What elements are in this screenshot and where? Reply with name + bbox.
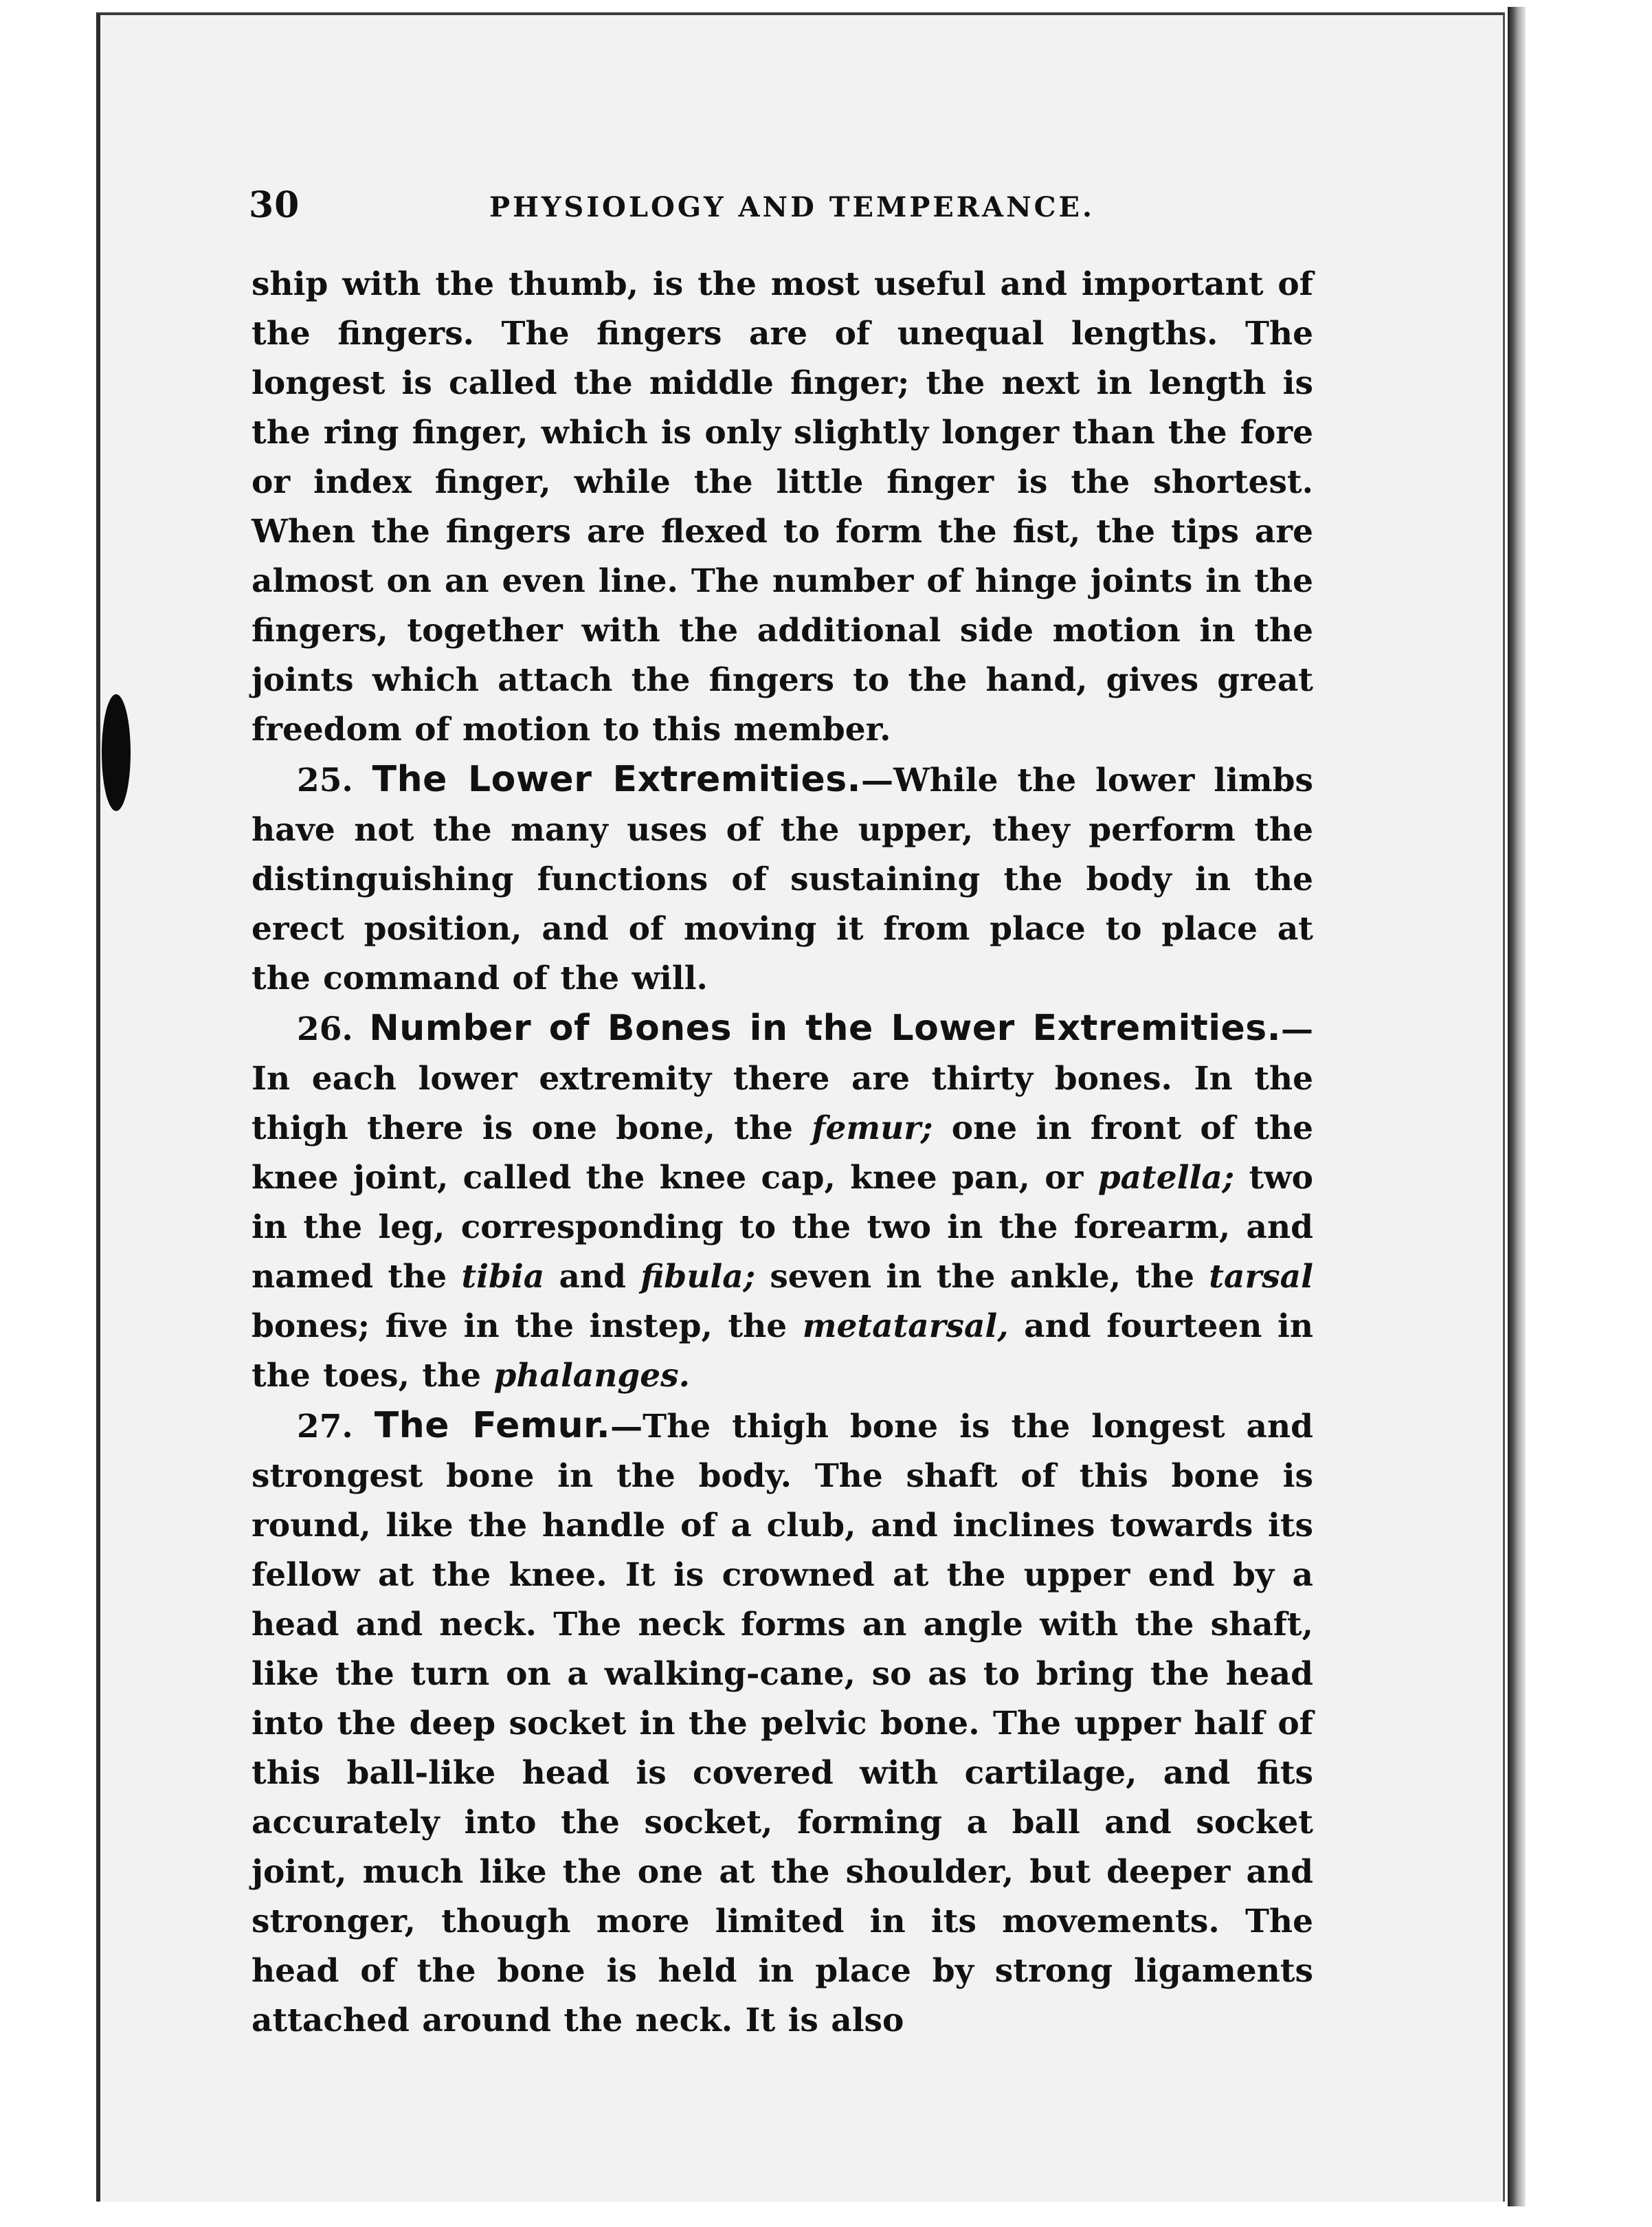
section-heading: Number of Bones in the Lower Extremities.	[369, 1008, 1281, 1049]
section-25	[252, 755, 1313, 1004]
running-title: PHYSIOLOGY AND TEMPERANCE.	[489, 191, 1095, 223]
section-text: — In each lower extremity there are thirty bones. In the thigh there is one bone, the	[252, 1010, 1313, 1147]
body-text	[252, 260, 1313, 2046]
term-metatarsal: metatarsal,	[802, 1307, 1009, 1345]
page-edge-shadow	[1508, 7, 1526, 2206]
term-femur: femur;	[812, 1109, 933, 1147]
term-tarsal: tarsal	[1209, 1258, 1313, 1296]
page-number: 30	[249, 184, 300, 226]
section-text: and	[544, 1258, 641, 1296]
section-text: bones; five in the instep, the	[252, 1307, 803, 1345]
term-tibia: tibia	[461, 1258, 545, 1296]
section-26	[252, 1004, 1313, 1401]
section-heading: The Lower Extremities.	[372, 759, 861, 800]
term-fibula: fibula;	[640, 1258, 756, 1296]
binding-hole-mark	[102, 694, 131, 811]
section-text: and fourteen in the toes, the	[252, 1307, 1314, 1395]
paragraph-text: ship with the thumb, is the most useful and important of the fingers. The fingers are of unequal lengths. The longest is called the middle finger; the next in length is the ring finger, which is only slightly longer than the fore or index finger, while the little finger is the shortest. When the fingers are flexed to form the fist, the tips are almost on an even line. The number of hinge joints in the fingers, together with the additional side motion in the joints which attach the fingers to the hand, gives great freedom of motion to this member.	[252, 265, 1313, 749]
page-header	[249, 184, 1335, 232]
paragraph-fingers	[252, 260, 1313, 755]
section-number: 27.	[297, 1408, 353, 1445]
term-patella: patella;	[1097, 1159, 1235, 1197]
section-text: one in front of the knee joint, called the knee cap, knee pan, or	[252, 1109, 1313, 1197]
term-phalanges: phalanges.	[493, 1357, 691, 1395]
section-text: —While the lower limbs have not the many uses of the upper, they perform the distinguishing functions of sustaining the body in the erect position, and of moving it from place to place at the command of the will.	[252, 762, 1313, 997]
section-text: seven in the ankle, the	[755, 1258, 1209, 1296]
section-heading: The Femur.	[374, 1405, 611, 1446]
section-text: two in the leg, corresponding to the two in the forearm, and named the	[252, 1159, 1313, 1296]
section-27	[252, 1401, 1313, 2046]
section-number: 26.	[297, 1010, 353, 1048]
section-text: —The thigh bone is the longest and strongest bone in the body. The shaft of this bone is round, like the handle of a club, and inclines towards its fellow at the knee. It is crowned at the upper end by a head and neck. The neck forms an angle with the shaft, like the turn on a walking-cane, so as to bring the head into the deep socket in the pelvic bone. The upper half of this ball-like head is covered with cartilage, and fits accurately into the socket, forming a ball and socket joint, much like the one at the shoulder, but deeper and stronger, though more limited in its movements. The head of the bone is held in place by strong ligaments attached around the neck. It is also	[252, 1408, 1313, 2039]
section-number: 25.	[297, 762, 353, 799]
